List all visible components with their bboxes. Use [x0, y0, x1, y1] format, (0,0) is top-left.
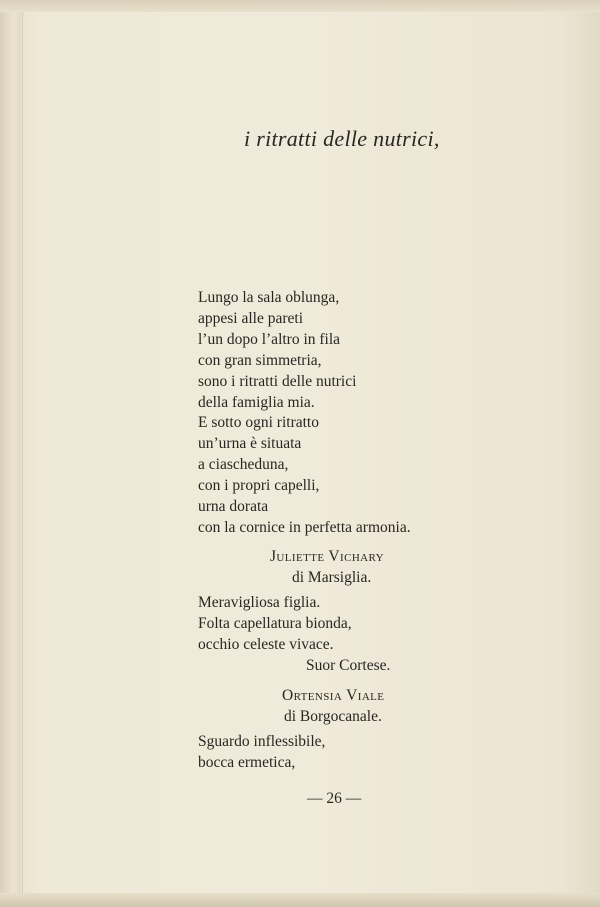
entry-name: Juliette Vichary: [270, 548, 384, 565]
poem-stanza: [198, 288, 411, 539]
entry-line: Sguardo inflessibile,: [198, 733, 326, 750]
entry-origin: di Marsiglia.: [292, 569, 372, 586]
poem-line: con i propri capelli,: [198, 477, 320, 495]
entry-signature: Suor Cortese.: [306, 657, 391, 674]
poem-line: sono i ritratti delle nutrici: [198, 372, 357, 390]
entry-origin: di Borgocanale.: [284, 708, 382, 725]
entry-name: Ortensia Viale: [282, 687, 385, 704]
entry-line: occhio celeste vivace.: [198, 636, 334, 653]
running-title: i ritratti delle nutrici,: [244, 126, 440, 151]
poem-line: con la cornice in perfetta armonia.: [198, 518, 411, 536]
poem-line: con gran simmetria,: [198, 351, 322, 369]
page-stack-edge: [0, 0, 23, 907]
poem-line: un’urna è situata: [198, 435, 302, 453]
poem-line: della famiglia mia.: [198, 393, 315, 411]
poem-line: E sotto ogni ritratto: [198, 414, 319, 432]
poem-line: l’un dopo l’altro in fila: [198, 330, 341, 348]
entry-line: Folta capellatura bionda,: [198, 615, 352, 632]
entry-line: Meravigliosa figlia.: [198, 594, 321, 611]
page-top-edge: [0, 0, 600, 12]
page-bottom-edge: [0, 893, 600, 907]
entry-line: bocca ermetica,: [198, 754, 296, 771]
poem-line: appesi alle pareti: [198, 309, 304, 327]
poem-line: Lungo la sala oblunga,: [198, 289, 340, 306]
poem-line: a ciascheduna,: [198, 456, 289, 474]
poem-line: urna dorata: [198, 498, 269, 516]
page-number: — 26 —: [307, 790, 362, 807]
